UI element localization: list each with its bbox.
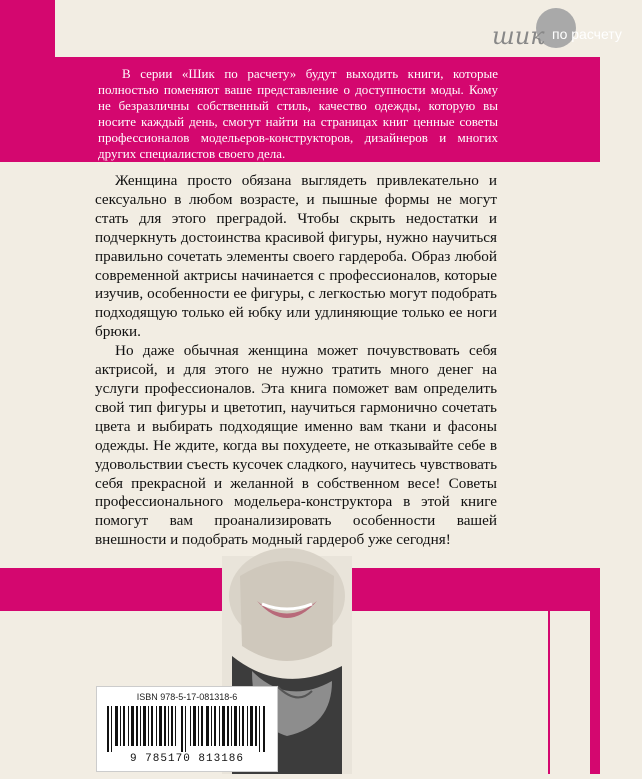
top-magenta-band (0, 0, 622, 162)
description-text (95, 172, 497, 550)
edge-strip (590, 611, 600, 774)
isbn-label: ISBN 978-5-17-081318-6 (136, 692, 238, 702)
paragraph-1: Женщина просто обязана выглядеть привлекательно и сексуально в любом возрасте, и пышные формы не могут стать для этого преградой. Чтобы скрыть недостатки и подчеркнуть достоинства красивой фигуры, нужно научиться правильно сочетать элементы своего гардероба. Образ любой современной актрисы начинается с профессионалов, которые изучив, особенности ее фигуры, с легкостью могут подобрать подходящую только ей юбку или удлиняющие только ее ноги брюки. (95, 172, 497, 341)
series-blurb (98, 66, 498, 162)
blurb-text: В серии «Шик по расчету» будут выходить книги, которые полностью поменяют ваше представление о доступности моды. Кому не безразличны собственный стиль, качество одежды, которую вы носите каждый день, смогут найти на страницах книг ценные советы профессионалов модельеров-конструкторов, дизайнеров и многих других специалистов своего дела. (98, 66, 498, 161)
logo-subtitle: по расчету (552, 26, 622, 42)
barcode (96, 686, 278, 772)
right-rule (548, 611, 550, 774)
barcode-bars (107, 706, 267, 752)
barcode-digits: 9 785170 813186 (129, 753, 245, 765)
header-strip (55, 0, 622, 57)
logo-word: шик (492, 22, 545, 50)
paragraph-2: Но даже обычная женщина может почувствовать себя актрисой, и для этого не нужно тратить много денег на услуги профессионалов. Эта книга поможет вам определить свой тип фигуры и цветотип, научиться гармонично сочетать цвета и выбирать подходящие именно вам ткани и фасоны одежды. Не ждите, когда вы похудеете, не отказывайте себе в удовольствии съесть кусочек сладкого, научитесь чувствовать себя прекрасной и желанной в собственном весе! Советы профессионального модельера-конструктора в этой книге помогут вам проанализировать особенности вашей внешности и подобрать модный гардероб уже сегодня! (95, 342, 497, 549)
series-logo (492, 8, 642, 56)
